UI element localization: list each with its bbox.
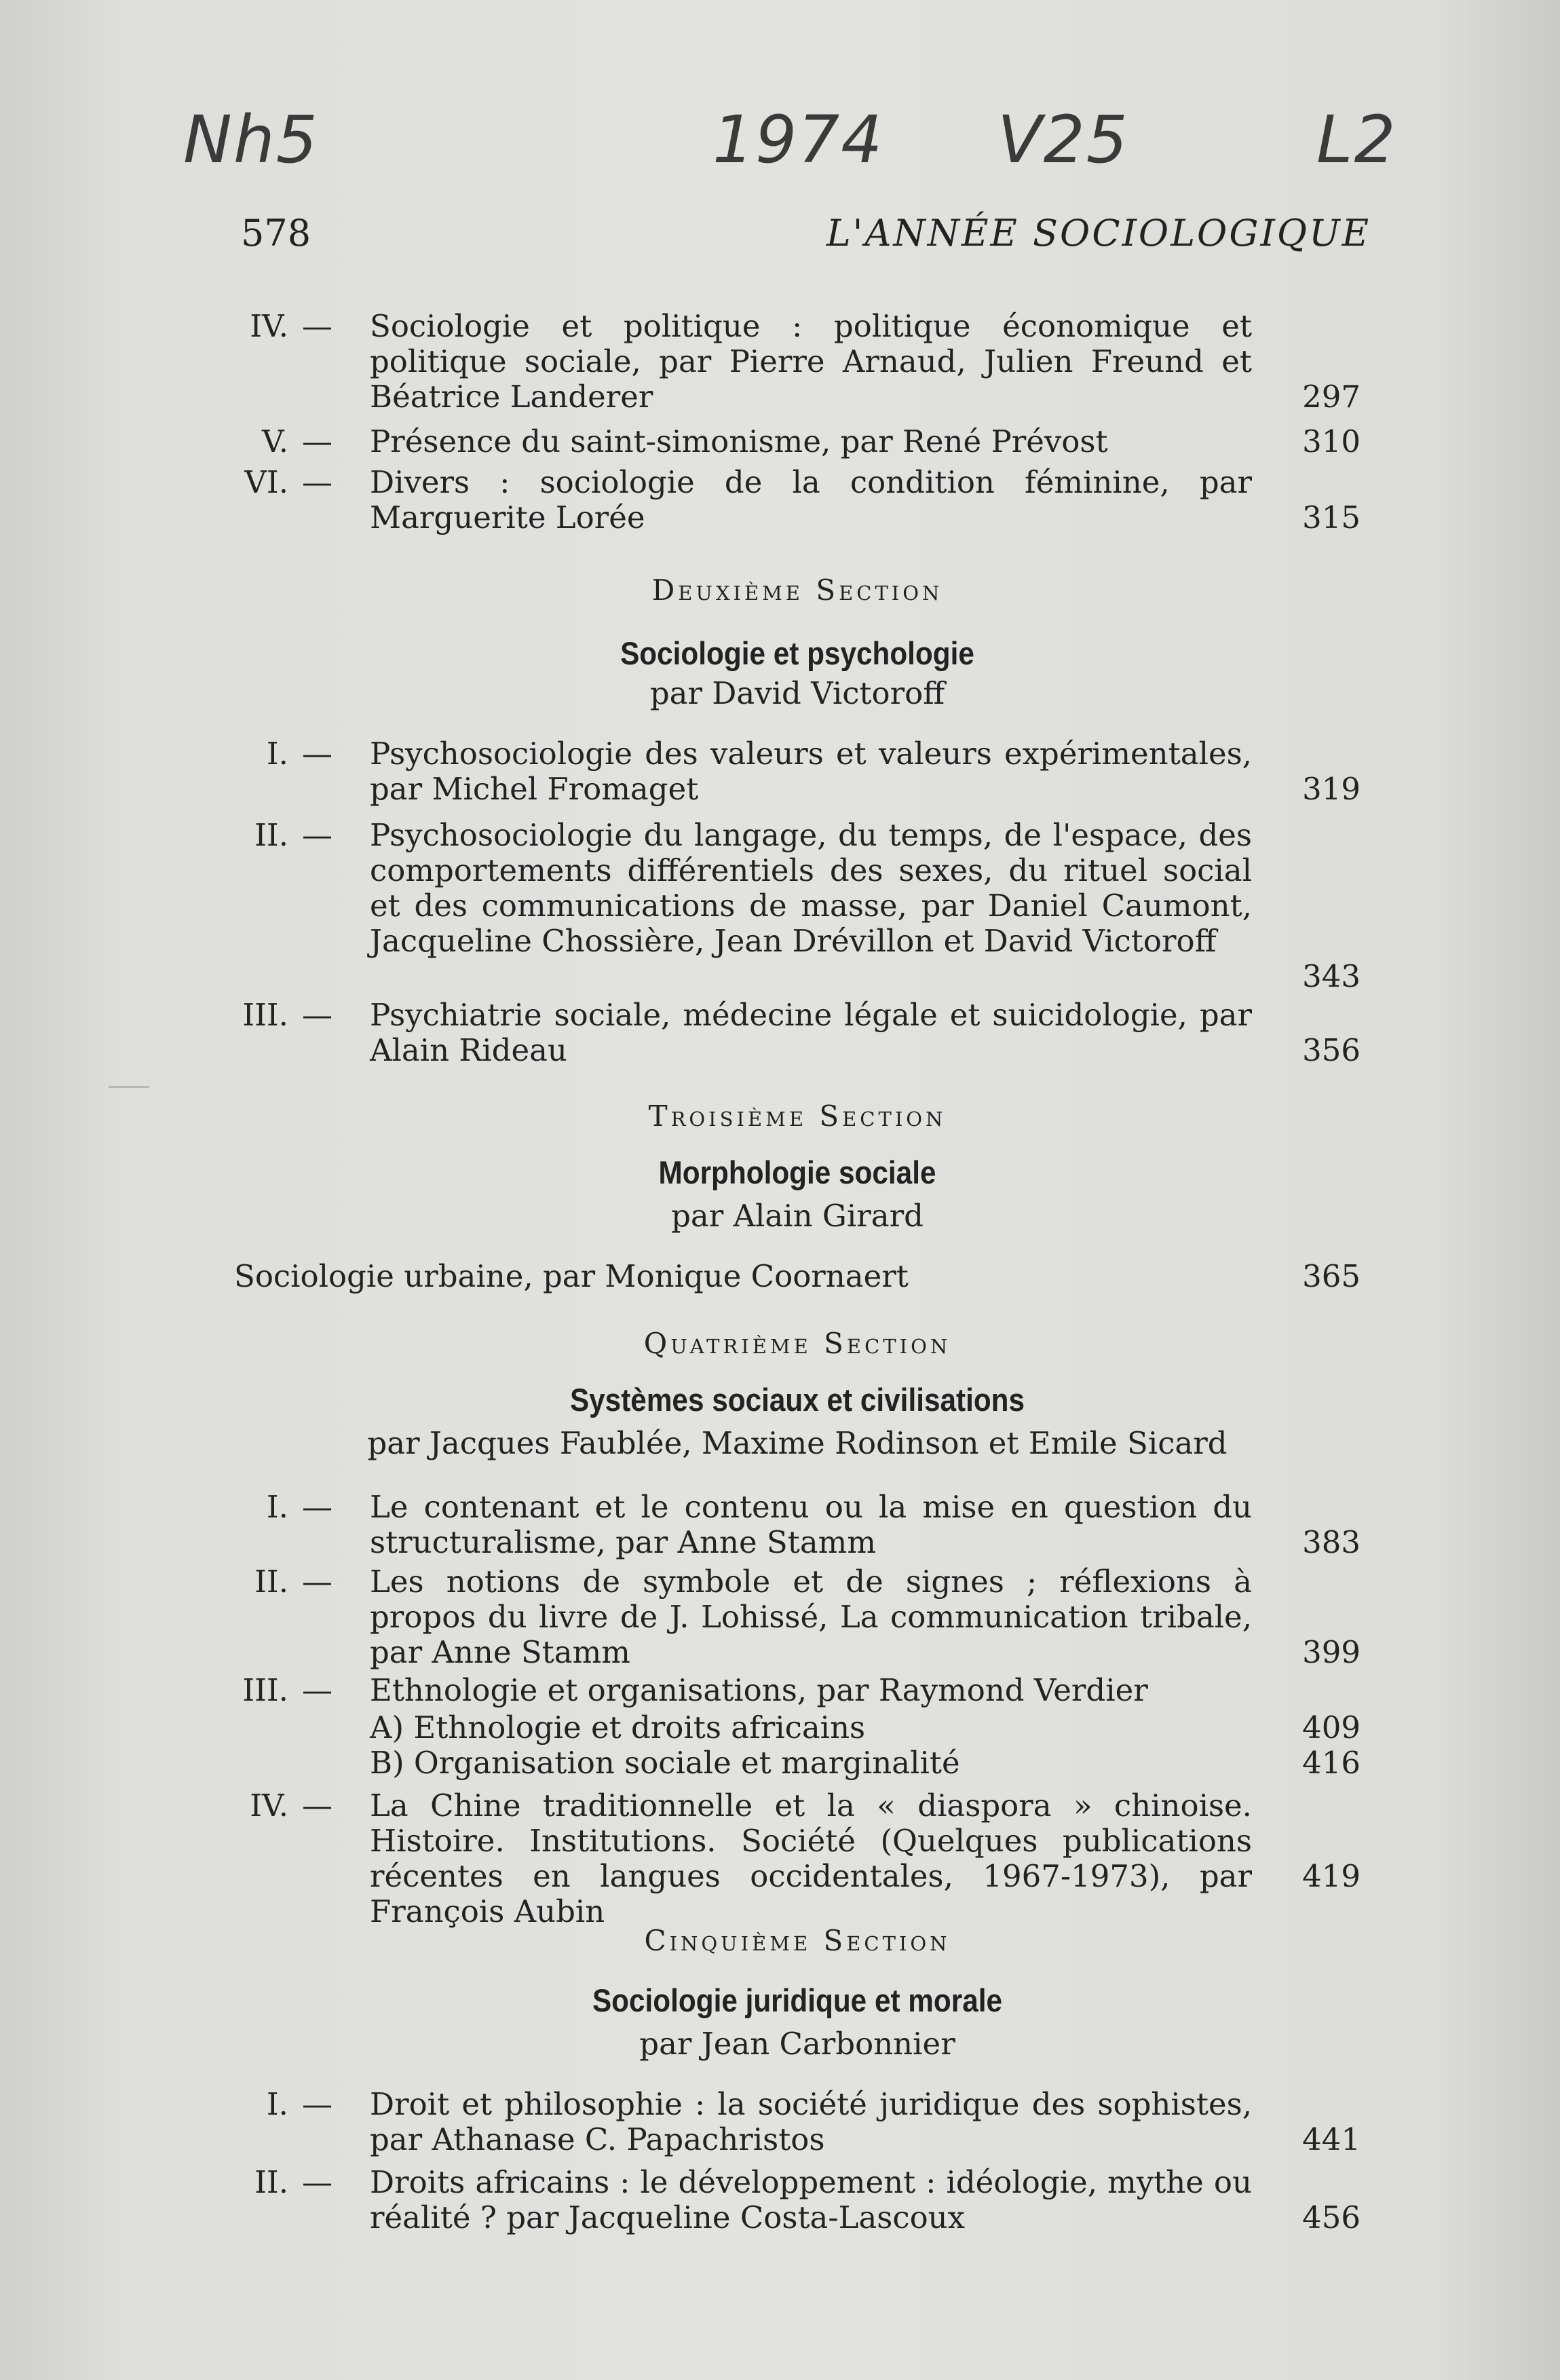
toc-entry — [234, 1673, 1361, 1708]
dash: — — [302, 2164, 332, 2200]
page-ref: 315 — [1302, 499, 1361, 535]
subentry-text: B) Organisation sociale et marginalité — [370, 1745, 960, 1781]
entry-text: Psychosociologie des valeurs et valeurs expérimentales, par Michel Fromaget — [370, 736, 1252, 807]
page-ref: 310 — [1302, 423, 1361, 459]
page-ref: 416 — [1302, 1745, 1361, 1781]
section-subject: Morphologie sociale — [658, 1154, 936, 1190]
section-authors: par Jacques Faublée, Maxime Rodinson et Emile Sicard — [367, 1425, 1228, 1461]
entry-text: Présence du saint-simonisme, par René Prévost — [370, 423, 1108, 459]
toc-entry — [234, 998, 1361, 1068]
section-heading: Cinquième Section — [644, 1924, 951, 1957]
entry-text: Psychosociologie du langage, du temps, de l'espace, des comportements différentiels des sexes, du rituel social et des communications de masse, par Daniel Caumont, Jacqueline Chossière, Jean Drévillon et David Victoroff — [370, 817, 1252, 959]
margin-mark — [109, 1086, 149, 1088]
toc-entry — [234, 424, 1361, 459]
section-authors: par Alain Girard — [671, 1198, 924, 1234]
toc-entry — [234, 1564, 1361, 1670]
roman-numeral: I. — [266, 1489, 288, 1525]
subentry-text: A) Ethnologie et droits africains — [370, 1710, 866, 1745]
page-ref: 383 — [1302, 1524, 1361, 1560]
toc-entry — [234, 465, 1361, 535]
page-ref: 297 — [1302, 379, 1361, 415]
entry-text: Les notions de symbole et de signes ; réflexions à propos du livre de J. Lohissé, La communication tribale, par Anne Stamm — [370, 1564, 1252, 1670]
roman-numeral: II. — [254, 817, 288, 853]
dash: — — [302, 817, 332, 853]
toc-entry — [234, 2087, 1361, 2157]
page-ref: 409 — [1302, 1710, 1361, 1745]
dash: — — [302, 1788, 332, 1824]
dash: — — [302, 423, 332, 459]
page-ref: 356 — [1302, 1032, 1361, 1068]
entry-text: Sociologie urbaine, par Monique Coornaert — [234, 1258, 909, 1294]
entry-text: Ethnologie et organisations, par Raymond Verdier — [370, 1672, 1148, 1708]
toc-entry — [234, 1490, 1361, 1560]
toc-entry — [234, 736, 1361, 807]
roman-numeral: III. — [242, 997, 288, 1033]
page-ref: 319 — [1302, 771, 1361, 807]
section-heading: Troisième Section — [648, 1099, 947, 1133]
journal-title: L'ANNÉE SOCIOLOGIQUE — [826, 212, 1371, 254]
page-number: 578 — [241, 212, 311, 254]
toc-entry — [234, 1259, 1361, 1294]
section-subject: Systèmes sociaux et civilisations — [569, 1382, 1025, 1418]
dash: — — [302, 997, 332, 1033]
running-head — [241, 212, 1371, 259]
section-subject: Sociologie et psychologie — [620, 635, 974, 671]
entry-text: Sociologie et politique : politique économique et politique sociale, par Pierre Arnaud, Julien Freund et Béatrice Landerer — [370, 308, 1252, 415]
entry-text: Psychiatrie sociale, médecine légale et suicidologie, par Alain Rideau — [370, 997, 1252, 1068]
toc-entry — [234, 818, 1361, 994]
roman-numeral: II. — [254, 1564, 288, 1600]
handwritten-note-b: 1974 — [712, 102, 884, 178]
section-heading: Deuxième Section — [651, 573, 943, 607]
page-ref: 456 — [1302, 2199, 1361, 2235]
dash: — — [302, 308, 332, 344]
section-authors: par David Victoroff — [649, 675, 945, 711]
handwritten-note-c: V25 — [997, 102, 1129, 178]
section-authors: par Jean Carbonnier — [639, 2026, 955, 2062]
roman-numeral: II. — [254, 2164, 288, 2200]
toc-entry — [234, 2165, 1361, 2235]
page-ref: 365 — [1302, 1258, 1361, 1294]
roman-numeral: I. — [266, 2086, 288, 2122]
dash: — — [302, 1672, 332, 1708]
toc-entry — [234, 309, 1361, 415]
roman-numeral: VI. — [244, 464, 288, 500]
entry-text: La Chine traditionnelle et la « diaspora » chinoise. Histoire. Institutions. Société (Quelques publications récentes en langues occidentales, 1967-1973), par François Aubin — [370, 1788, 1252, 1929]
roman-numeral: IV. — [250, 308, 288, 344]
page-ref: 441 — [1302, 2121, 1361, 2157]
page-ref: 399 — [1302, 1634, 1361, 1670]
toc-subentry — [370, 1745, 1361, 1781]
roman-numeral: I. — [266, 736, 288, 772]
handwritten-note-d: L2 — [1316, 102, 1397, 178]
entry-text: Le contenant et le contenu ou la mise en question du structuralisme, par Anne Stamm — [370, 1489, 1252, 1560]
handwritten-note-a: Nh5 — [183, 102, 319, 178]
roman-numeral: V. — [262, 423, 288, 459]
entry-text: Droits africains : le développement : idéologie, mythe ou réalité ? par Jacqueline Costa-Lascoux — [370, 2164, 1252, 2235]
toc-subentry — [370, 1710, 1361, 1745]
dash: — — [302, 1489, 332, 1525]
page-ref: 343 — [1302, 958, 1361, 994]
dash: — — [302, 2086, 332, 2122]
toc-entry — [234, 1788, 1361, 1929]
dash: — — [302, 464, 332, 500]
dash: — — [302, 736, 332, 772]
roman-numeral: IV. — [250, 1788, 288, 1824]
section-heading: Quatrième Section — [643, 1327, 951, 1360]
entry-text: Divers : sociologie de la condition féminine, par Marguerite Lorée — [370, 464, 1252, 535]
roman-numeral: III. — [242, 1672, 288, 1708]
dash: — — [302, 1564, 332, 1600]
page-ref: 419 — [1302, 1858, 1361, 1894]
section-subject: Sociologie juridique et morale — [592, 1982, 1003, 2018]
entry-text: Droit et philosophie : la société juridique des sophistes, par Athanase C. Papachristos — [370, 2086, 1252, 2157]
